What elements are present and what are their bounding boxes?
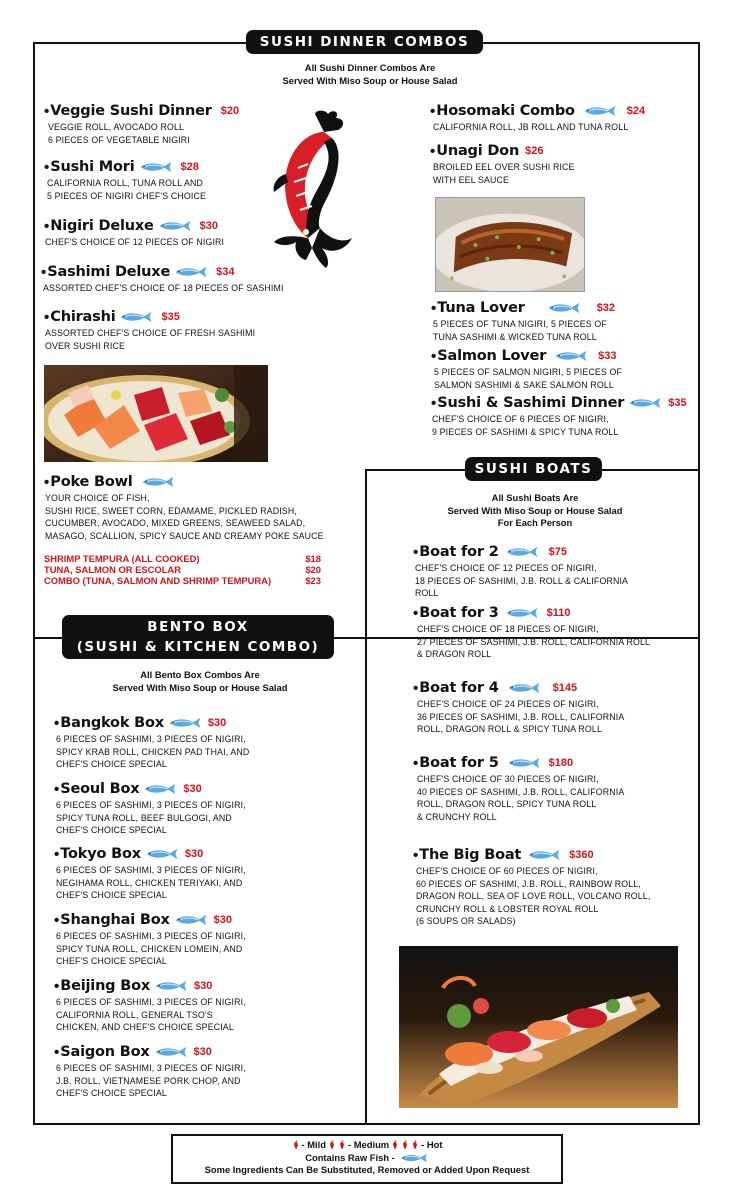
item-desc-line: 6 PIECES OF SASHIMI, 3 PIECES OF NIGIRI, [56, 997, 246, 1007]
item-desc-line: CHEF'S CHOICE OF 12 PIECES OF NIGIRI, [415, 563, 597, 573]
menu-item-chirashi: • Chirashi $35 ASSORTED CHEF'S CHOICE OF FRESH SASHIMI OVER SUSHI RICE [44, 308, 256, 351]
menu-item-hosomaki-combo: • Hosomaki Combo $24 CALIFORNIA ROLL, JB ROLL AND TUNA ROLL [430, 102, 646, 132]
item-price: $28 [180, 161, 199, 173]
item-name: Veggie Sushi Dinner [50, 103, 212, 119]
item-desc-line: ASSORTED CHEF'S CHOICE OF 18 PIECES OF SASHIMI [43, 283, 284, 293]
menu-item-boat-for-4: • Boat for 4 $145 CHEF'S CHOICE OF 24 PIECES OF NIGIRI, 36 PIECES OF SASHIMI, J.B. ROLL, CALIFORNIA ROLL, DRAGON ROLL & SPICY TUNA ROLL [413, 679, 625, 735]
item-desc-line: CHEF'S CHOICE SPECIAL [56, 759, 167, 770]
item-name: Tuna Lover [437, 300, 525, 316]
item-name: Unagi Don [436, 143, 520, 159]
bento-note-line-1: All Bento Box Combos Are [140, 669, 260, 680]
item-desc-line: SALMON SASHIMI & SAKE SALMON ROLL [434, 379, 614, 390]
menu-item-tokyo-box: • Tokyo Box $30 6 PIECES OF SASHIMI, 3 PIECES OF NIGIRI, NEGIHAMA ROLL, CHICKEN TERIYAKI, AND CHEF'S CHOICE SPECIAL [54, 845, 246, 901]
raw-fish-icon [628, 397, 662, 409]
item-desc-line: 18 PIECES OF SASHIMI, J.B. ROLL & CALIFORNIA [415, 575, 629, 586]
dinner-title: SUSHI DINNER COMBOS [259, 34, 470, 50]
poke-option-shrimp [44, 553, 321, 564]
legend-note-row [173, 1164, 561, 1177]
raw-fish-icon [154, 980, 188, 992]
menu-item-veggie-sushi-dinner: • Veggie Sushi Dinner $20 VEGGIE ROLL, AVOCADO ROLL 6 PIECES OF VEGETABLE NIGIRI [44, 102, 240, 145]
item-desc-line: WITH EEL SAUCE [433, 174, 510, 185]
item-name: Tokyo Box [60, 846, 141, 862]
menu-item-boat-for-2: • Boat for 2 $75 CHEF'S CHOICE OF 12 PIECES OF NIGIRI, 18 PIECES OF SASHIMI, J.B. ROLL & CALIFORNIA ROLL [413, 543, 629, 599]
item-desc-line: CHEF'S CHOICE OF 12 PIECES OF NIGIRI [45, 237, 225, 247]
boats-title: SUSHI BOATS [474, 461, 593, 477]
item-desc-line: CHEF'S CHOICE OF 24 PIECES OF NIGIRI, [417, 699, 599, 709]
item-price: $34 [216, 266, 235, 278]
item-name: Bangkok Box [60, 715, 164, 731]
item-desc-line: OVER SUSHI RICE [45, 340, 125, 351]
item-price: $360 [569, 849, 594, 861]
item-price: $110 [546, 607, 571, 619]
item-desc-line: CHEF'S CHOICE OF 18 PIECES OF NIGIRI, [417, 624, 599, 634]
item-name: Saigon Box [60, 1044, 150, 1060]
raw-fish-icon [168, 717, 202, 729]
item-desc-line: CHICKEN, AND CHEF'S CHOICE SPECIAL [56, 1022, 234, 1033]
item-desc-line: 40 PIECES OF SASHIMI, J.B. ROLL, CALIFORNIA [417, 786, 625, 797]
item-price: $30 [184, 848, 204, 860]
item-price: $33 [598, 350, 617, 362]
item-desc-line: CHEF'S CHOICE OF 60 PIECES OF NIGIRI, [416, 866, 598, 876]
boats-title-banner [465, 457, 602, 481]
unagi-don-photo [435, 197, 585, 292]
item-price: $145 [552, 682, 578, 694]
raw-fish-icon [507, 682, 541, 694]
legend-medium: - Medium [347, 1139, 390, 1150]
chili-icon [328, 1140, 336, 1150]
item-desc-line: 6 PIECES OF SASHIMI, 3 PIECES OF NIGIRI, [56, 931, 246, 941]
item-name: Sashimi Deluxe [47, 264, 171, 280]
item-desc-line: VEGGIE ROLL, AVOCADO ROLL [48, 122, 185, 132]
item-price: $30 [207, 717, 227, 729]
item-name: Seoul Box [60, 781, 140, 797]
raw-fish-icon [154, 1046, 188, 1058]
boats-note [390, 492, 680, 530]
item-desc-line: ROLL, DRAGON ROLL, SPICY TUNA ROLL [417, 799, 597, 810]
poke-option-fish [44, 564, 321, 575]
item-desc-line: 6 PIECES OF SASHIMI, 3 PIECES OF NIGIRI, [56, 865, 246, 875]
item-price: $20 [220, 105, 240, 117]
item-name: Salmon Lover [437, 348, 547, 364]
raw-fish-icon [139, 161, 173, 173]
item-desc-line: J.B. ROLL, VIETNAMESE PORK CHOP, AND [56, 1075, 241, 1086]
option-label: COMBO (TUNA, SALMON AND SHRIMP TEMPURA) [44, 575, 272, 586]
item-name: Sushi Mori [50, 159, 135, 175]
menu-item-sushi-mori: • Sushi Mori $28 CALIFORNIA ROLL, TUNA ROLL AND 5 PIECES OF NIGIRI CHEF'S CHOICE [44, 158, 206, 201]
item-name: Nigiri Deluxe [50, 218, 154, 234]
item-desc-line: CUCUMBER, AVOCADO, MIXED GREENS, SEAWEED SALAD, [45, 518, 306, 529]
legend-hot: - Hot [421, 1139, 443, 1150]
raw-fish-icon [143, 783, 177, 795]
item-name: Boat for 3 [419, 605, 499, 621]
item-price: $30 [183, 783, 202, 795]
raw-fish-icon [505, 607, 539, 619]
koi-fish-logo [268, 108, 358, 270]
item-desc-line: 5 PIECES OF SALMON NIGIRI, 5 PIECES OF [434, 367, 623, 377]
raw-fish-icon [507, 757, 541, 769]
raw-fish-icon [554, 350, 588, 362]
menu-item-sushi-sashimi-dinner: • Sushi & Sashimi Dinner $35 CHEF'S CHOICE OF 6 PIECES OF NIGIRI, 9 PIECES OF SASHIMI & SPICY TUNA ROLL [431, 394, 687, 437]
item-desc-line: 5 PIECES OF NIGIRI CHEF'S CHOICE [47, 190, 206, 201]
item-name: Boat for 5 [419, 755, 499, 771]
option-price: $20 [305, 564, 321, 575]
boats-note-line-1: All Sushi Boats Are [491, 492, 579, 503]
raw-fish-icon [527, 849, 561, 861]
bento-title-line-1: BENTO BOX [147, 619, 249, 635]
item-desc-line: & CRUNCHY ROLL [417, 811, 497, 822]
legend-box [171, 1134, 563, 1184]
raw-fish-icon [505, 546, 539, 558]
sashimi-photo [44, 365, 268, 462]
option-price: $18 [305, 553, 321, 564]
item-desc-line: CHEF'S CHOICE OF 30 PIECES OF NIGIRI, [417, 774, 599, 784]
item-desc-line: 6 PIECES OF SASHIMI, 3 PIECES OF NIGIRI, [56, 734, 246, 744]
item-desc-line: ROLL [415, 588, 439, 599]
sushi-boat-photo [399, 946, 678, 1108]
raw-fish-icon [547, 302, 581, 314]
item-desc-line: 27 PIECES OF SASHIMI, J.B. ROLL, CALIFORNIA ROLL [417, 636, 651, 647]
item-desc-line: ASSORTED CHEF'S CHOICE OF FRESH SASHIMI [45, 328, 256, 338]
item-desc-line: (6 SOUPS OR SALADS) [416, 916, 516, 927]
item-desc-line: BROILED EEL OVER SUSHI RICE [433, 162, 575, 172]
raw-fish-icon [174, 914, 208, 926]
bento-note-line-2: Served With Miso Soup or House Salad [112, 681, 288, 693]
item-desc-line: ROLL, DRAGON ROLL & SPICY TUNA ROLL [417, 724, 602, 735]
item-desc-line: 9 PIECES OF SASHIMI & SPICY TUNA ROLL [432, 426, 619, 437]
chili-icon [292, 1140, 300, 1150]
option-label: TUNA, SALMON OR ESCOLAR [44, 564, 181, 575]
boats-note-line-2: Served With Miso Soup or House Salad [447, 504, 623, 516]
item-desc-line: CRUNCHY ROLL & LOBSTER ROYAL ROLL [416, 903, 599, 914]
option-label: SHRIMP TEMPURA (ALL COOKED) [44, 553, 200, 564]
item-price: $30 [199, 220, 218, 232]
item-name: Beijing Box [60, 978, 150, 994]
item-price: $30 [193, 1046, 212, 1058]
spice-legend-row [173, 1139, 561, 1152]
item-price: $30 [193, 980, 213, 992]
item-desc-line: TUNA SASHIMI & WICKED TUNA ROLL [433, 331, 597, 342]
item-price: $35 [668, 397, 687, 409]
item-price: $26 [525, 145, 544, 157]
menu-item-big-boat: • The Big Boat $360 CHEF'S CHOICE OF 60 PIECES OF NIGIRI, 60 PIECES OF SASHIMI, J.B. ROLL, RAINBOW ROLL, DRAGON ROLL, SEA OF LOVE ROLL, VOLCANO ROLL, CRUNCHY ROLL & LOBSTER ROYAL ROLL (6 SOUPS OR SALADS) [413, 846, 651, 927]
item-price: $75 [548, 546, 567, 558]
item-desc-line: CHEF'S CHOICE SPECIAL [56, 825, 167, 836]
item-price: $180 [548, 757, 574, 769]
menu-item-unagi-don: • Unagi Don $26 BROILED EEL OVER SUSHI RICE WITH EEL SAUCE [430, 142, 575, 185]
item-desc-line: SPICY KRAB ROLL, CHICKEN PAD THAI, AND [56, 746, 250, 757]
chili-icon [411, 1140, 419, 1150]
item-price: $30 [213, 914, 232, 926]
item-desc-line: CHEF'S CHOICE SPECIAL [56, 890, 167, 901]
item-desc-line: MASAGO, SCALLION, SPICY SAUCE AND CREAMY POKE SAUCE [45, 530, 324, 541]
menu-item-boat-for-3: • Boat for 3 $110 CHEF'S CHOICE OF 18 PIECES OF NIGIRI, 27 PIECES OF SASHIMI, J.B. ROLL, CALIFORNIA ROLL & DRAGON ROLL [413, 604, 651, 660]
menu-item-shanghai-box: • Shanghai Box $30 6 PIECES OF SASHIMI, 3 PIECES OF NIGIRI, SPICY TUNA ROLL, CHICKEN LOMEIN, AND CHEF'S CHOICE SPECIAL [54, 911, 246, 967]
item-desc-line: 60 PIECES OF SASHIMI, J.B. ROLL, RAINBOW ROLL, [416, 878, 641, 889]
dinner-note [220, 62, 520, 87]
poke-option-combo [44, 575, 321, 586]
item-desc-line: 5 PIECES OF TUNA NIGIRI, 5 PIECES OF [433, 319, 607, 329]
dinner-note-line-2: Served With Miso Soup or House Salad [282, 74, 458, 86]
menu-item-beijing-box: • Beijing Box $30 6 PIECES OF SASHIMI, 3 PIECES OF NIGIRI, CALIFORNIA ROLL, GENERAL TSO'S CHICKEN, AND CHEF'S CHOICE SPECIAL [54, 977, 246, 1033]
item-name: Sushi & Sashimi Dinner [437, 395, 625, 411]
menu-item-bangkok-box: • Bangkok Box $30 6 PIECES OF SASHIMI, 3 PIECES OF NIGIRI, SPICY KRAB ROLL, CHICKEN PAD THAI, AND CHEF'S CHOICE SPECIAL [54, 714, 250, 770]
item-price: $24 [626, 105, 646, 117]
item-name: Shanghai Box [60, 912, 170, 928]
item-desc-line: CHEF'S CHOICE SPECIAL [56, 956, 167, 967]
raw-fish-icon [145, 848, 179, 860]
item-name: Boat for 2 [419, 544, 499, 560]
item-name: Hosomaki Combo [436, 103, 575, 119]
menu-item-boat-for-5: • Boat for 5 $180 CHEF'S CHOICE OF 30 PIECES OF NIGIRI, 40 PIECES OF SASHIMI, J.B. ROLL, CALIFORNIA ROLL, DRAGON ROLL, SPICY TUNA ROLL & CRUNCHY ROLL [413, 754, 625, 822]
legend-mild: - Mild [301, 1139, 326, 1150]
raw-fish-legend-row [173, 1152, 561, 1165]
item-price: $32 [596, 302, 616, 314]
legend-note: Some Ingredients Can Be Substituted, Removed or Added Upon Request [204, 1164, 530, 1176]
option-price: $23 [305, 575, 321, 586]
menu-item-saigon-box: • Saigon Box $30 6 PIECES OF SASHIMI, 3 PIECES OF NIGIRI, J.B. ROLL, VIETNAMESE PORK CHOP, AND CHEF'S CHOICE SPECIAL [54, 1043, 246, 1099]
item-desc-line: 6 PIECES OF SASHIMI, 3 PIECES OF NIGIRI, [56, 800, 246, 810]
item-desc-line: CHEF'S CHOICE SPECIAL [56, 1088, 167, 1099]
item-desc-line: CALIFORNIA ROLL, JB ROLL AND TUNA ROLL [433, 122, 629, 132]
boats-note-line-3: For Each Person [497, 517, 573, 528]
menu-item-sashimi-deluxe: • Sashimi Deluxe $34 ASSORTED CHEF'S CHOICE OF 18 PIECES OF SASHIMI [41, 263, 284, 293]
item-desc-line: & DRAGON ROLL [417, 649, 492, 660]
dinner-note-line-1: All Sushi Dinner Combos Are [304, 62, 436, 73]
bento-title-line-2: (SUSHI & KITCHEN COMBO) [76, 639, 320, 655]
bento-note [50, 669, 350, 694]
menu-item-salmon-lover: • Salmon Lover $33 5 PIECES OF SALMON NIGIRI, 5 PIECES OF SALMON SASHIMI & SAKE SALMON ROLL [431, 347, 623, 390]
item-desc-line: SUSHI RICE, SWEET CORN, EDAMAME, PICKLED RADISH, [45, 505, 297, 516]
dinner-title-banner [246, 30, 483, 54]
item-name: Boat for 4 [419, 680, 499, 696]
item-desc-line: SPICY TUNA ROLL, BEEF BULGOGI, AND [56, 812, 232, 823]
menu-item-nigiri-deluxe: • Nigiri Deluxe $30 CHEF'S CHOICE OF 12 PIECES OF NIGIRI [44, 217, 225, 247]
item-name: Poke Bowl [50, 474, 133, 490]
item-desc-line: SPICY TUNA ROLL, CHICKEN LOMEIN, AND [56, 943, 243, 954]
menu-item-tuna-lover: • Tuna Lover $32 5 PIECES OF TUNA NIGIRI, 5 PIECES OF TUNA SASHIMI & WICKED TUNA ROLL [431, 299, 616, 342]
item-price: $35 [161, 311, 180, 323]
raw-fish-icon [399, 1153, 429, 1163]
raw-fish-icon [583, 105, 617, 117]
item-desc-line: CALIFORNIA ROLL, TUNA ROLL AND [47, 178, 204, 188]
raw-fish-icon [158, 220, 192, 232]
raw-fish-icon [174, 266, 208, 278]
item-name: The Big Boat [419, 847, 522, 863]
item-desc-line: YOUR CHOICE OF FISH, [45, 493, 150, 503]
chili-icon [391, 1140, 399, 1150]
chili-icon [338, 1140, 346, 1150]
item-name: Chirashi [50, 309, 116, 325]
menu-item-seoul-box: • Seoul Box $30 6 PIECES OF SASHIMI, 3 PIECES OF NIGIRI, SPICY TUNA ROLL, BEEF BULGOGI, AND CHEF'S CHOICE SPECIAL [54, 780, 246, 836]
menu-item-poke-bowl: • Poke Bowl YOUR CHOICE OF FISH, SUSHI RICE, SWEET CORN, EDAMAME, PICKLED RADISH, CUCUMBER, AVOCADO, MIXED GREENS, SEAWEED SALAD, MASAGO, SCALLION, SPICY SAUCE AND CREAMY POKE SAUCE [44, 473, 324, 541]
legend-raw: Contains Raw Fish - [305, 1151, 395, 1163]
item-desc-line: CHEF'S CHOICE OF 6 PIECES OF NIGIRI, [432, 414, 609, 424]
chili-icon [401, 1140, 409, 1150]
bento-title-banner [62, 615, 334, 659]
raw-fish-icon [119, 311, 153, 323]
item-desc-line: 36 PIECES OF SASHIMI, J.B. ROLL, CALIFORNIA [417, 711, 625, 722]
item-desc-line: DRAGON ROLL, SEA OF LOVE ROLL, VOLCANO ROLL, [416, 891, 651, 902]
item-desc-line: 6 PIECES OF VEGETABLE NIGIRI [48, 134, 190, 145]
item-desc-line: 6 PIECES OF SASHIMI, 3 PIECES OF NIGIRI, [56, 1063, 246, 1073]
item-desc-line: CALIFORNIA ROLL, GENERAL TSO'S [56, 1009, 213, 1020]
raw-fish-icon [141, 476, 175, 488]
item-desc-line: NEGIHAMA ROLL, CHICKEN TERIYAKI, AND [56, 877, 243, 888]
